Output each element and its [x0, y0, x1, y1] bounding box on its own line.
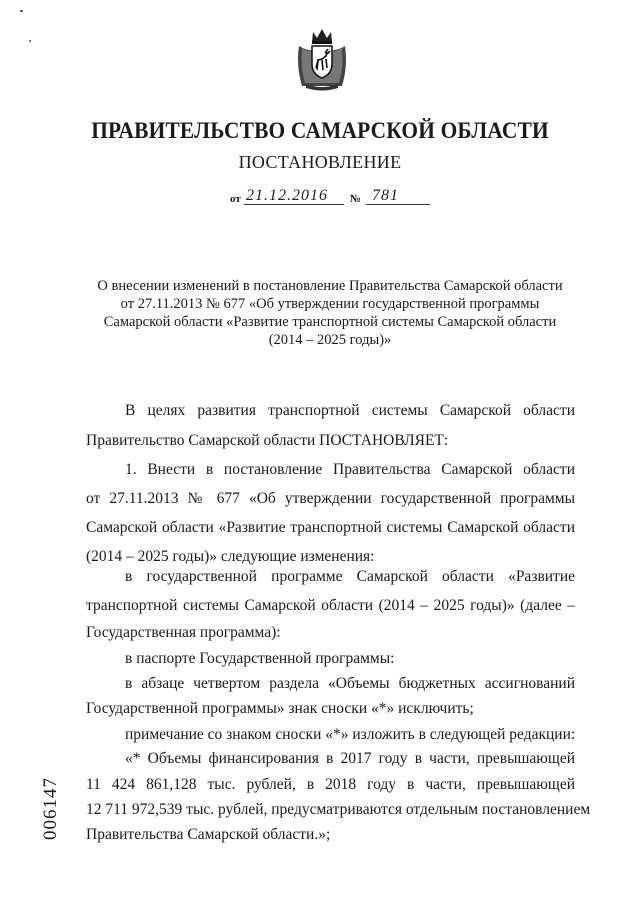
margin-stamp-number: 006147 [40, 777, 61, 840]
body-line: Государственная программа): [86, 624, 281, 641]
decree-subject [85, 277, 575, 349]
body-line: в абзаце четвертом раздела «Объемы бюджетных ассигнований [125, 675, 575, 692]
subject-line: (2014 – 2025 годы)» [268, 332, 392, 348]
subject-line: от 27.11.2013 № 677 «Об утверждении государственной программы [120, 296, 540, 312]
scan-speck [20, 10, 23, 12]
body-line: от 27.11.2013 № 677 «Об утверждении государственной программы [86, 490, 575, 507]
government-title: ПРАВИТЕЛЬСТВО САМАРСКОЙ ОБЛАСТИ [91, 118, 549, 143]
body-line: В целях развития транспортной системы Самарской области [125, 402, 575, 419]
subject-line: О внесении изменений в постановление Правительства Самарской области [97, 278, 563, 294]
body-line: в паспорте Государственной программы: [125, 650, 395, 667]
number-label: № [350, 193, 362, 205]
body-line: «* Объемы финансирования в 2017 году в части, превышающей [125, 750, 575, 767]
body-line: (2014 – 2025 годы)» следующие изменения: [86, 548, 375, 565]
date-label: от [230, 193, 241, 205]
body-line: Правительства Самарской области.»; [86, 826, 331, 843]
body-line: транспортной системы Самарской области (2014 – 2025 годы)» (далее – [86, 597, 575, 614]
number-value: 781 [372, 187, 399, 204]
body-line: в государственной программе Самарской области «Развитие [125, 568, 575, 585]
body-line: Правительство Самарской области ПОСТАНОВЛЯЕТ: [86, 432, 449, 449]
body-line: 12 711 972,539 тыс. рублей, предусматриваются отдельным постановлением [86, 801, 591, 818]
date-value: 21.12.2016 [246, 187, 328, 204]
subject-line: Самарской области «Развитие транспортной системы Самарской области [103, 314, 557, 330]
date-number-line [230, 187, 430, 209]
margin-stamp [38, 770, 62, 840]
coat-of-arms-emblem [296, 26, 348, 92]
body-line: 11 424 861,128 тыс. рублей, в 2018 году в части, превышающей [86, 776, 575, 793]
scan-speck [29, 40, 31, 42]
body-line: Государственной программы» знак сноски «*» исключить; [86, 700, 474, 717]
body-line: примечание со знаком сноски «*» изложить в следующей редакции: [125, 726, 576, 743]
body-line: Самарской области «Развитие транспортной системы Самарской области [86, 519, 575, 536]
body-line: 1. Внести в постановление Правительства Самарской области [125, 461, 575, 478]
document-type: ПОСТАНОВЛЕНИЕ [238, 152, 402, 172]
